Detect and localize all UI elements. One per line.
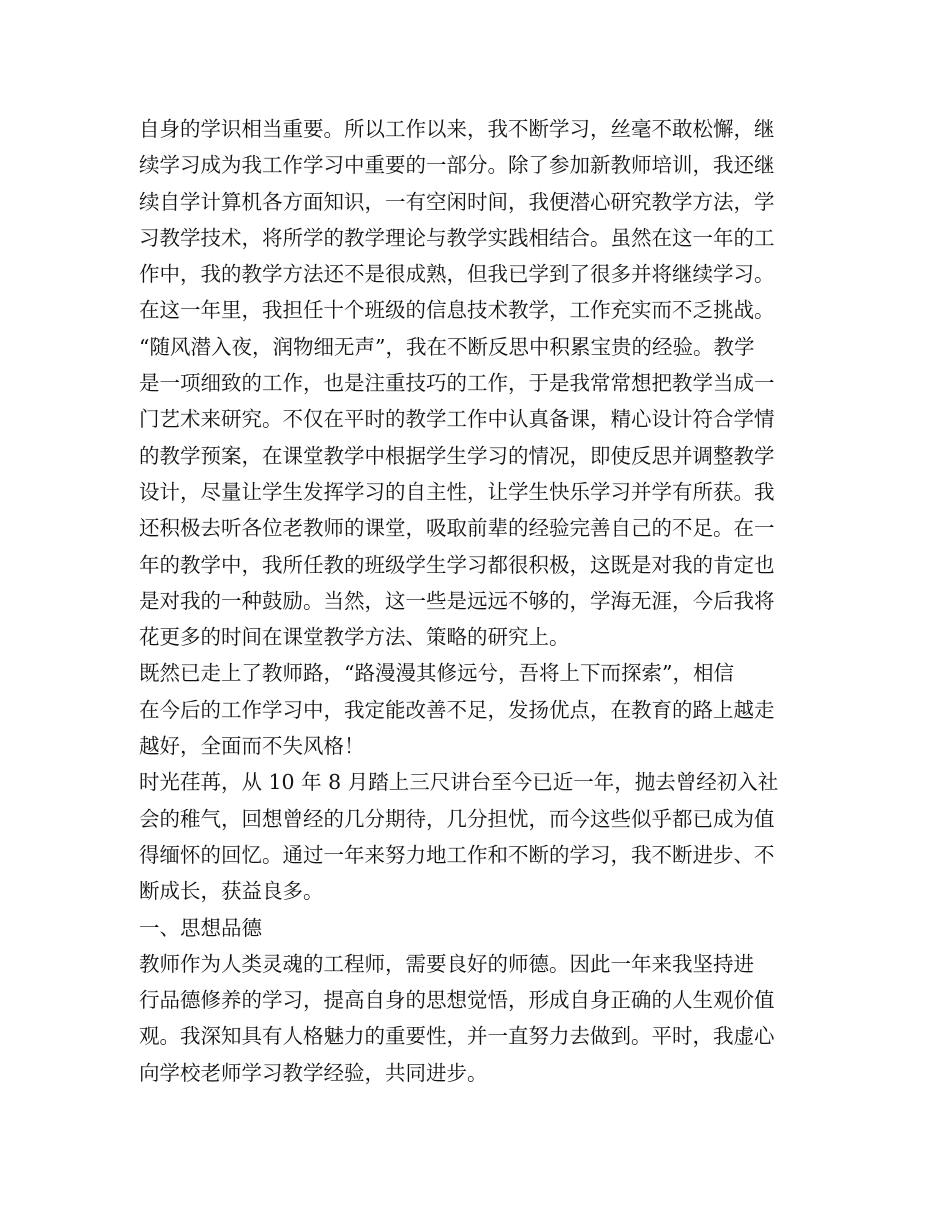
text-line: 教师作为人类灵魂的工程师，需要良好的师德。因此一年来我坚持进 xyxy=(139,951,754,976)
text-line: 是对我的一种鼓励。当然，这一些是远远不够的，学海无涯，今后我将 xyxy=(139,588,775,613)
text-line: 是一项细致的工作，也是注重技巧的工作，于是我常常想把教学当成一 xyxy=(139,371,775,396)
text-line: “随风潜入夜，润物细无声”，我在不断反思中积累宝贵的经验。教学 xyxy=(139,334,755,359)
text-line: 既然已走上了教师路，“路漫漫其修远兮，吾将上下而探索”，相信 xyxy=(139,661,734,686)
text-line: 自身的学识相当重要。所以工作以来，我不断学习，丝毫不敢松懈，继 xyxy=(139,117,775,141)
text-line: 断成长，获益良多。 xyxy=(139,879,324,904)
section-heading: 一、思想品德 xyxy=(139,915,262,940)
text-line: 花更多的时间在课堂教学方法、策略的研究上。 xyxy=(139,625,570,650)
text-line: 续学习成为我工作学习中重要的一部分。除了参加新教师培训，我还继 xyxy=(139,153,775,178)
text-line: 门艺术来研究。不仅在平时的教学工作中认真备课，精心设计符合学情 xyxy=(139,407,775,432)
text-line: 会的稚气，回想曾经的几分期待，几分担忧，而今这些似乎都已成为值 xyxy=(139,806,775,831)
text-line: 年的教学中，我所任教的班级学生学习都很积极，这既是对我的肯定也 xyxy=(139,552,775,577)
text-line: 习教学技术，将所学的教学理论与教学实践相结合。虽然在这一年的工 xyxy=(139,225,775,250)
text-line: 续自学计算机各方面知识，一有空闲时间，我便潜心研究教学方法，学 xyxy=(139,189,775,214)
text-line: 行品德修养的学习，提高自身的思想觉悟，形成自身正确的人生观价值 xyxy=(139,988,775,1013)
text-line: 得缅怀的回忆。通过一年来努力地工作和不断的学习，我不断进步、不 xyxy=(139,842,775,867)
text-line: 向学校老师学习教学经验，共同进步。 xyxy=(139,1060,488,1085)
text-line: 越好，全面而不失风格！ xyxy=(139,734,365,759)
text-line: 的教学预案，在课堂教学中根据学生学习的情况，即使反思并调整教学 xyxy=(139,443,775,468)
text-line: 在今后的工作学习中，我定能改善不足，发扬优点，在教育的路上越走 xyxy=(139,697,775,722)
text-line: 还积极去听各位老教师的课堂，吸取前辈的经验完善自己的不足。在一 xyxy=(139,516,775,541)
text-line: 时光荏苒，从 10 年 8 月踏上三尺讲台至今已近一年，抛去曾经初入社 xyxy=(139,770,779,795)
text-line: 在这一年里，我担任十个班级的信息技术教学，工作充实而不乏挑战。 xyxy=(139,298,775,323)
text-line: 作中，我的教学方法还不是很成熟，但我已学到了很多并将继续学习。 xyxy=(139,262,775,287)
document-body xyxy=(139,111,819,1091)
text-line: 设计，尽量让学生发挥学习的自主性，让学生快乐学习并学有所获。我 xyxy=(139,479,775,504)
text-line: 观。我深知具有人格魅力的重要性，并一直努力去做到。平时，我虚心 xyxy=(139,1024,775,1049)
